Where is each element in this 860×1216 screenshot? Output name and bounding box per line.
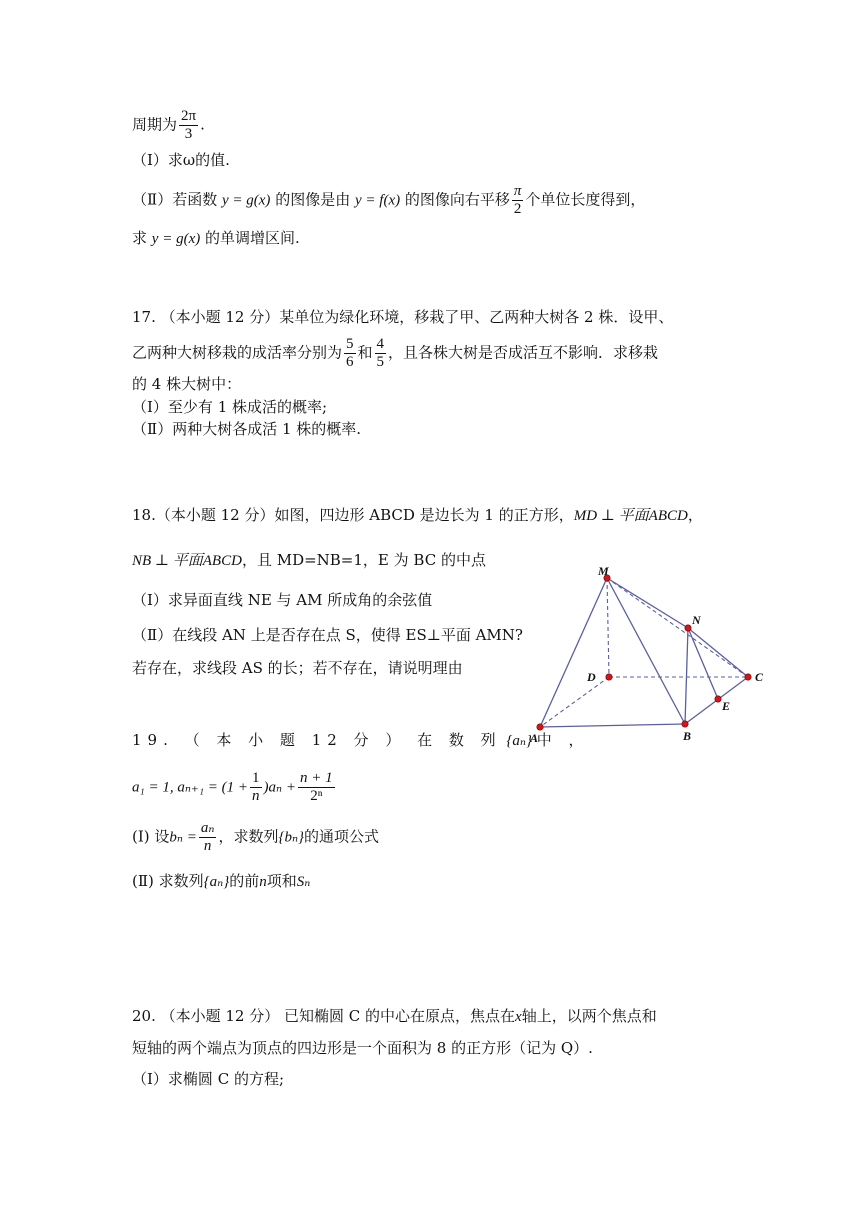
p16-question-2-cont: 求 y = g(x) 的单调增区间.	[132, 229, 300, 247]
edge-MD	[607, 578, 609, 677]
fraction-n1-over-2n: $\frac{n + 1}{\text{2ⁿ}}$	[300, 770, 333, 804]
fraction-1-over-n: $\frac{1}{n}$	[252, 770, 260, 804]
p18-question-1: （Ⅰ）求异面直线 NE 与 AM 所成角的余弦值	[132, 591, 433, 609]
p17-question-2: （Ⅱ）两种大树各成活 1 株的概率.	[132, 420, 362, 438]
vertex-C	[745, 674, 751, 680]
edge-AB	[540, 724, 685, 727]
p20-question-1: （Ⅰ）求椭圆 C 的方程;	[132, 1070, 284, 1088]
label-B: B	[683, 729, 692, 743]
fraction-pi-over-2: $\frac{\pi}{2}$	[513, 183, 522, 217]
p17-line-3: 的 4 株大树中：	[132, 375, 242, 393]
p18-line-1: 18.（本小题 12 分）如图，四边形 ABCD 是边长为 1 的正方形，MD ⊥ 平面ABCD，	[132, 506, 703, 524]
label-E: E	[722, 699, 731, 713]
p19-question-2: (Ⅱ) 求数列{aₙ}的前n项和Sₙ	[132, 872, 311, 890]
edge-NC	[688, 628, 748, 677]
p18-line-2: NB ⊥ 平面ABCD，且 MD=NB=1，E 为 BC 的中点	[132, 551, 486, 569]
p16-period-line: 周期为 $\frac{2\pi}{3}$ .	[132, 108, 205, 142]
edge-DA	[540, 677, 609, 727]
p17-line-1: 17. （本小题 12 分）某单位为绿化环境，移栽了甲、乙两种大树各 2 株．设甲、	[132, 308, 674, 326]
label-A: A	[530, 731, 539, 745]
edge-MC	[607, 578, 748, 677]
edge-MB	[607, 578, 685, 724]
vertex-B	[682, 721, 688, 727]
fraction-5-6: $\frac{5}{6}$	[346, 336, 354, 370]
label-M: M	[598, 564, 609, 578]
p20-line-2: 短轴的两个端点为顶点的四边形是一个面积为 8 的正方形（记为 Q）.	[132, 1039, 593, 1057]
label-C: C	[755, 670, 764, 684]
edge-NB	[685, 628, 688, 724]
fraction-2pi-over-3: $\frac{2\pi}{3}$	[181, 108, 197, 142]
label-N: N	[692, 613, 701, 627]
p19-recurrence: a₁ = 1, aₙ₊₁ = (1 + $\frac{1}{n}$ )aₙ + $\frac{n + 1}{\text{2ⁿ}}$	[132, 770, 333, 804]
label-D: D	[587, 670, 596, 684]
vertex-D	[606, 674, 612, 680]
vertex-N	[685, 625, 691, 631]
edge-MN	[607, 578, 688, 628]
edge-NE	[688, 628, 718, 699]
fraction-an-over-n: $\frac{\text{aₙ}}{n}$	[200, 820, 215, 854]
edge-MA	[540, 578, 607, 727]
p19-line-1: 19. （ 本 小 题 12 分 ） 在 数 列 {aₙ} 中 ，	[132, 731, 590, 749]
p17-line-2: 乙两种大树移栽的成活率分别为 $\frac{5}{6}$ 和 $\frac{4}{5}$ ，且各株大树是否成活互不影响．求移栽	[132, 336, 659, 370]
p16-question-2: （Ⅱ）若函数 y = g(x) 的图像是由 y = f(x) 的图像向右平移 $\frac{\pi}{2}$ 个单位长度得到，	[132, 183, 646, 217]
p17-question-1: （Ⅰ）至少有 1 株成活的概率;	[132, 398, 328, 416]
p18-question-2: （Ⅱ）在线段 AN 上是否存在点 S，使得 ES⊥平面 AMN?	[132, 626, 523, 644]
p16-question-1: （Ⅰ）求ω的值.	[132, 151, 230, 169]
vertex-E	[715, 696, 721, 702]
fraction-4-5: $\frac{4}{5}$	[376, 336, 385, 370]
p20-line-1: 20. （本小题 12 分） 已知椭圆 C 的中心在原点，焦点在x轴上，以两个焦点和	[132, 1007, 657, 1025]
p19-question-1: (Ⅰ) 设bₙ = $\frac{\text{aₙ}}{n}$ ，求数列{bₙ}的通项公式	[132, 820, 380, 854]
p18-question-2-cont: 若存在，求线段 AS 的长；若不存在，请说明理由	[132, 659, 463, 677]
